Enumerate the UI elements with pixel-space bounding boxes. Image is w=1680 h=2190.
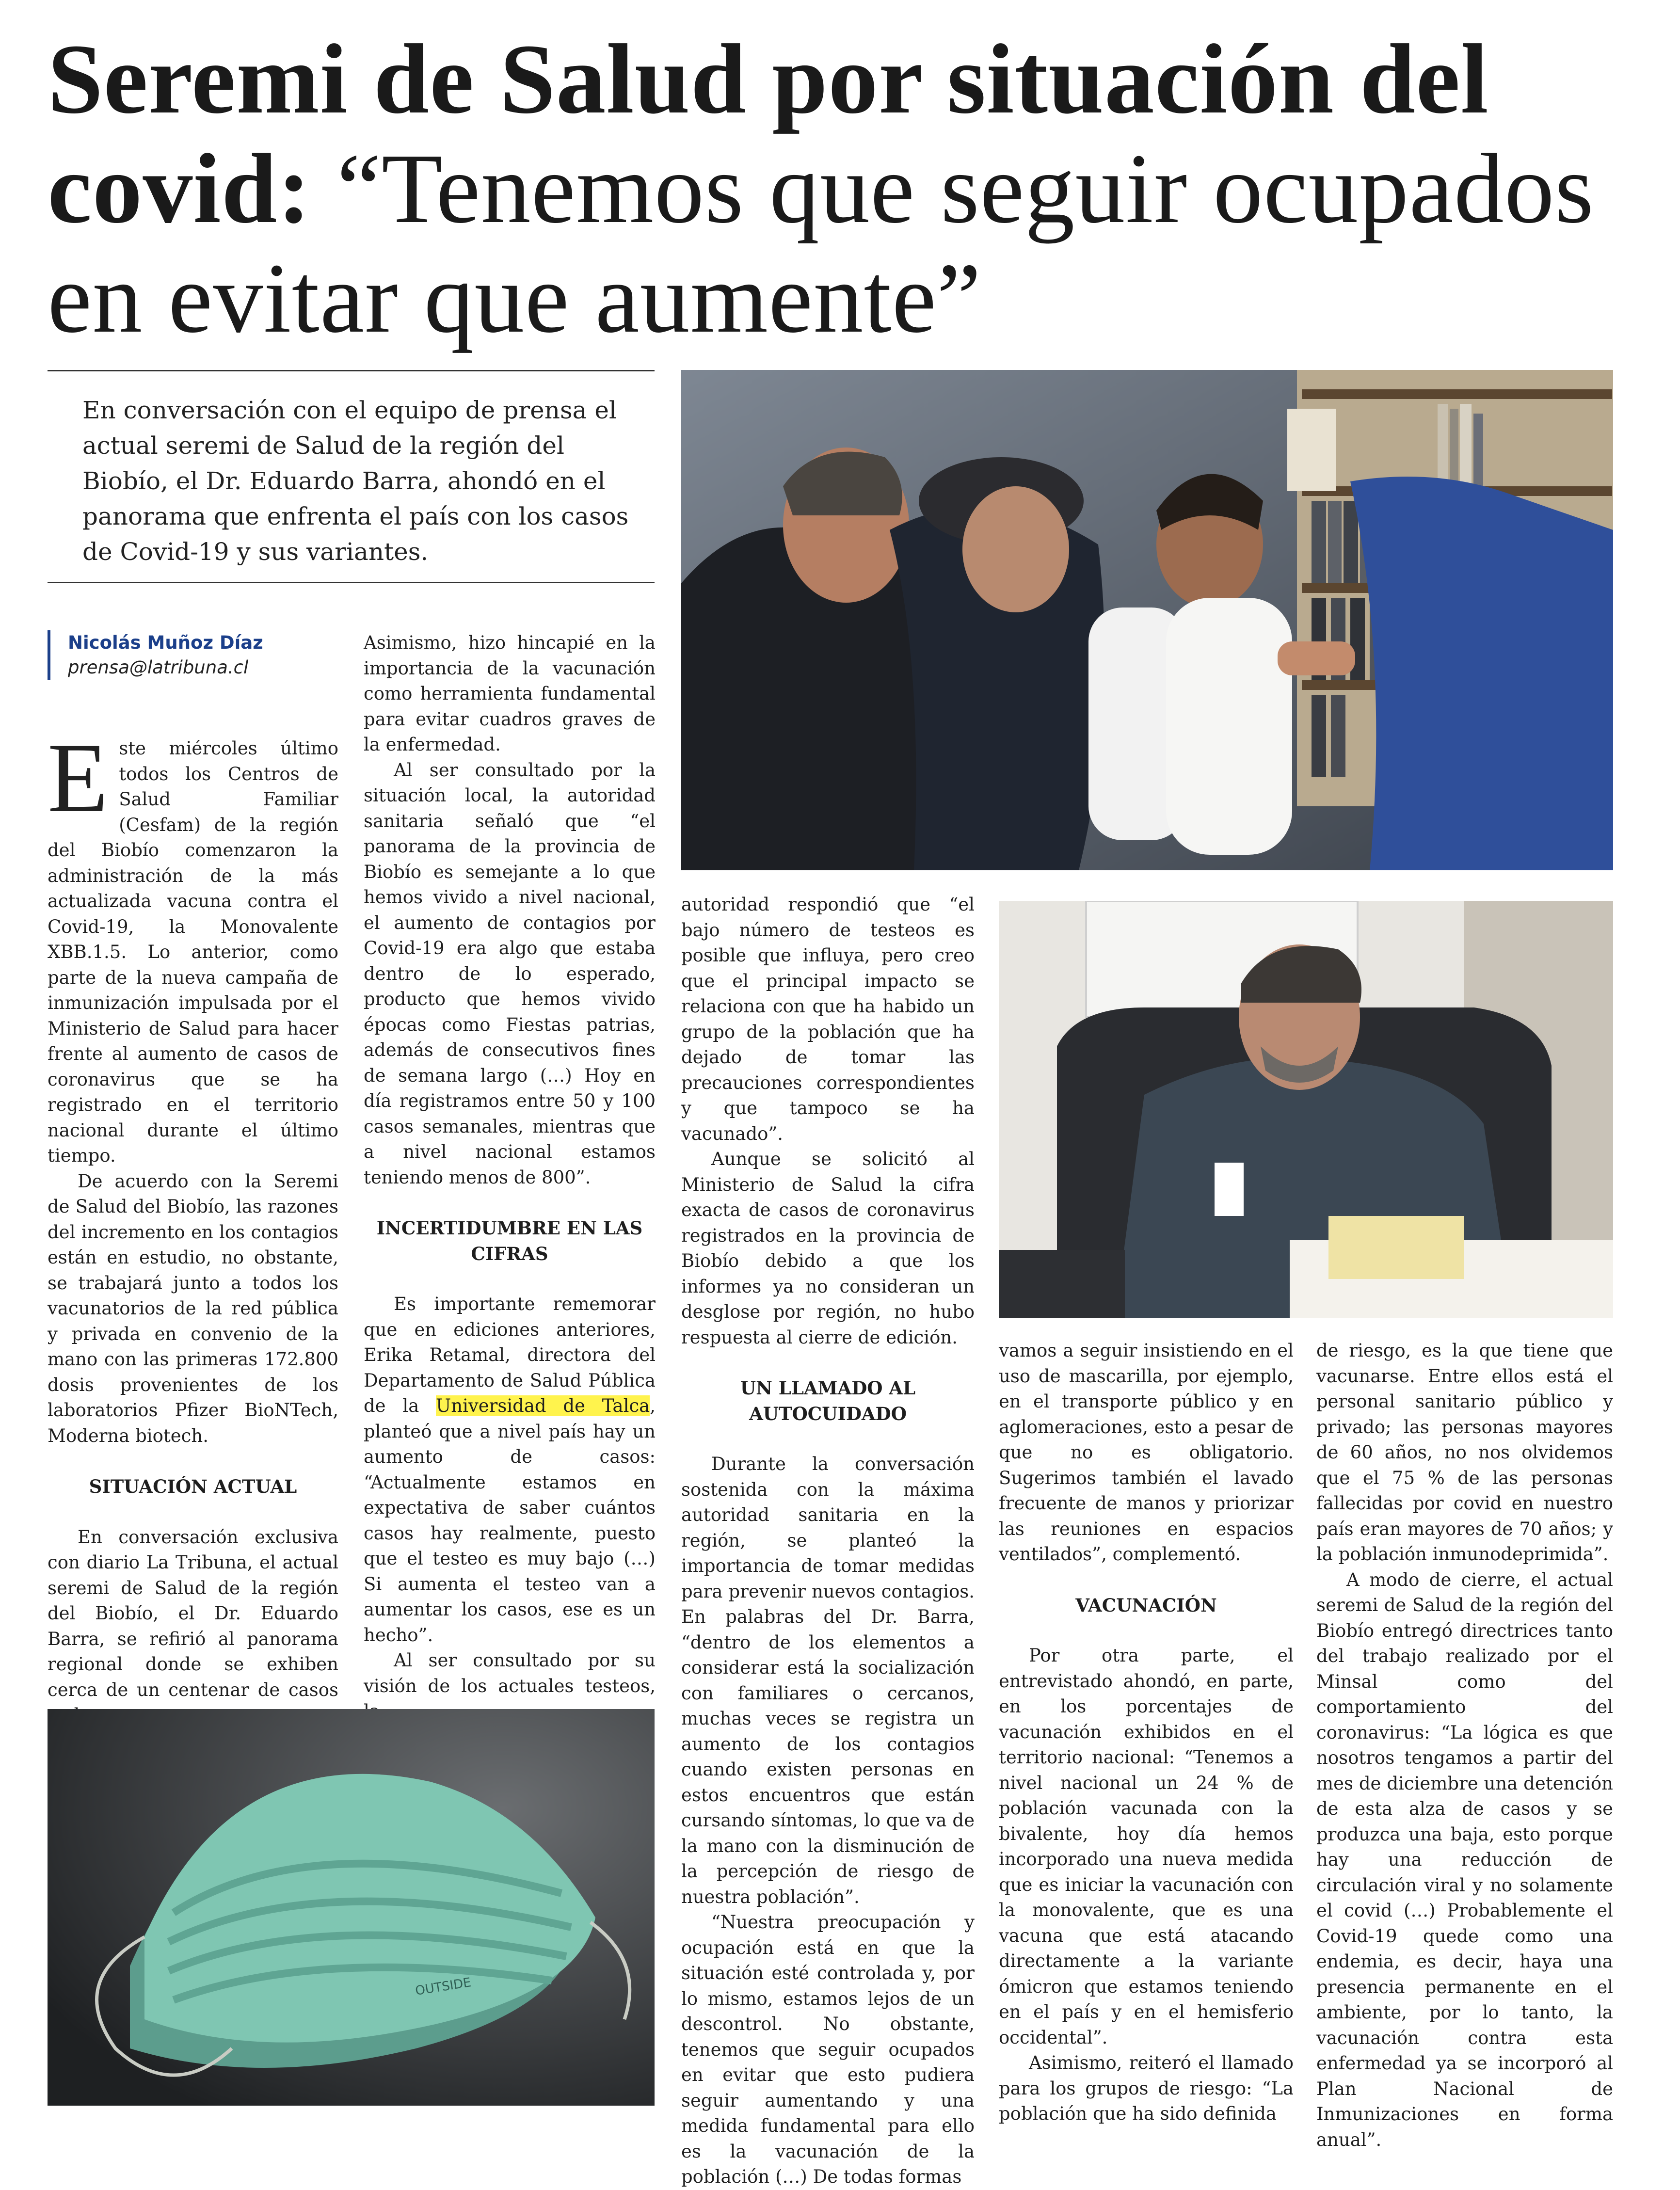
col1-paragraph-3: En conversación exclusiva con diario La Tribuna, el actual seremi de Salud de la región del Biobío, el Dr. Eduardo Barra, se refirió al panorama regional donde se exhiben cerca de un centenar de casos [48, 1526, 338, 1700]
photo-masks [48, 1709, 655, 2106]
column-4 [999, 1338, 1294, 2127]
author-name: Nicolás Muñoz Díaz [68, 632, 263, 653]
col4-paragraph-1: vamos a seguir insistiendo en el uso de mascarilla, por ejemplo, en el transporte público y en aglomeraciones, esto a pesar de que no es obligatorio. Sugerimos también el lavado frecuente de manos y priorizar las reuniones en espacios ventilados”, complementó. [999, 1340, 1294, 1565]
col1-p1-text: ste miércoles último todos los Centros de Salud Familiar (Cesfam) de la región del Biobío comenzaron la administración de la más actualizada vacuna contra el Covid-19, la Monovalente XBB.1.5. Lo anterior, como parte de la nueva campaña de inmunización impulsada por el Ministerio de Salud para hacer frente al aumento de casos de coronavirus que se ha registrado en el territorio nacional durante el último tiempo. [48, 738, 338, 1166]
col2-paragraph-4: Al ser consultado por su visión de los actuales testeos, [364, 1650, 656, 1696]
col4-paragraph-3: Asimismo, reiteró el llamado para los grupos de riesgo: “La población que ha sido definida [999, 2052, 1294, 2124]
subhead-incertidumbre: INCERTIDUMBRE EN LAS CIFRAS [376, 1217, 643, 1264]
col1-paragraph-2: De acuerdo con la Seremi de Salud del Biobío, las razones del incremento en los contagios están en estudio, no obstante, se trabajará junto a todos los vacunatorios de la red pública y privada en convenio de la mano con las primeras 172.800 dosis provenientes de los laboratorios Pfizer BioNTech, Moderna biotech. [48, 1170, 338, 1446]
photo-seremi-portrait [999, 901, 1613, 1318]
portrait-illustration [999, 901, 1613, 1318]
column-1 [48, 723, 338, 1728]
column-3 [681, 892, 975, 2190]
lead-rule-top [48, 370, 655, 371]
column-5 [1316, 1338, 1613, 2153]
drop-cap: E [48, 723, 109, 833]
col2-p3-text-a: Es importante rememorar que en ediciones anteriores, Erika Retamal, directora del Departamento de Salud Pública de la [364, 1294, 656, 1416]
vaccination-illustration [681, 370, 1613, 870]
column-2 [364, 630, 656, 1725]
lead-paragraph: En conversación con el equipo de prensa el actual seremi de Salud de la región del Biobío, el Dr. Eduardo Barra, ahondó en el panorama que enfrenta el país con los casos de Covid-19 y sus variantes. [82, 396, 629, 566]
col4-paragraph-2: Por otra parte, el entrevistado ahondó, en parte, en los porcentajes de vacunación exhibidos en el territorio nacional: “Tenemos a nivel nacional un 24 % de población vacunada con la bivalente, hoy día hemos incorporado una nueva medida que es iniciar la vacunación con la monovalente, que es una vacuna que está atacando directamente a la variante ómicron que estamos teniendo en el país y en el hemisferio occidental”. [999, 1645, 1294, 2048]
lead-rule-bottom [48, 582, 655, 583]
author-email[interactable]: prensa@latribuna.cl [68, 657, 249, 678]
subhead-vacunacion: VACUNACIÓN [1075, 1594, 1217, 1616]
headline-bold: Seremi de Salud por situación del covid: [48, 23, 1489, 244]
col5-paragraph-1: de riesgo, es la que tiene que vacunarse. Entre ellos está el personal sanitario público y privado; las personas mayores de 60 años, no nos olvidemos que el 75 % de las personas fallecidas por covid en nuestro país eran mayores de 70 años; y la población inmunodeprimida”. [1316, 1340, 1613, 1565]
photo-vaccination [681, 370, 1613, 870]
subhead-situacion-actual: SITUACIÓN ACTUAL [89, 1476, 297, 1497]
col2-p3-text-b: , planteó que a nivel país hay un aumento de casos: “Actualmente estamos en expectativa de saber cuántos casos hay realmente, puesto que el testeo es muy bajo (…) Si aumenta el testeo van a aumentar los casos, ese es un hecho”. [364, 1395, 656, 1646]
col1-paragraph-1 [48, 723, 338, 1169]
col3-paragraph-4: “Nuestra preocupación y ocupación está en que la situación esté controlada y, por lo mismo, estamos lejos de un descontrol. No obstante, tenemos que seguir ocupados en evitar que esto pudiera seguir aumentando y una medida fundamental para ello es la vacunación de la población (…) De todas formas [681, 1912, 975, 2187]
headline [48, 24, 1648, 353]
masks-illustration [48, 1709, 655, 2106]
subhead-llamado-autocuidado: UN LLAMADO AL AUTOCUIDADO [740, 1377, 916, 1424]
col3-paragraph-3: Durante la conversación sostenida con la máxima autoridad sanitaria en la región, se planteó la importancia de tomar medidas para prevenir nuevos contagios. En palabras del Dr. Barra, “dentro de los elementos a considerar está la socialización con familiares o cercanos, muchas veces se registra un aumento de los contagios cuando existen personas en estos encuentros que están cursando síntomas, lo que va de la mano con la disminución de la percepción de riesgo de nuestra población”. [681, 1454, 975, 1907]
col2-paragraph-1: Asimismo, hizo hincapié en la importancia de la vacunación como herramienta fundamental para evitar cuadros graves de la enfermedad. [364, 632, 656, 755]
mask-print-text: OUTSIDE [414, 1975, 472, 1998]
col3-paragraph-1: autoridad respondió que “el bajo número de testeos es posible que influya, pero creo que el principal impacto se relaciona con que ha habido un grupo de la población que ha dejado de tomar las precauciones correspondientes y que tampoco se ha vacunado”. [681, 894, 975, 1144]
byline [48, 630, 263, 680]
col2-paragraph-2: Al ser consultado por la situación local, la autoridad sanitaria señaló que “el panorama de la provincia de Biobío es semejante a lo que hemos vivido a nivel nacional, el aumento de contagios por Covid-19 era algo que estaba dentro de lo esperado, producto que hemos vivido épocas como Fiestas patrias, además de consecutivos fines de semana largo (…) Hoy en día registramos entre 50 y 100 casos semanales, mientras que a nivel nacional estamos teniendo menos de 800”. [364, 759, 656, 1188]
highlighted-university-link[interactable]: Universidad de Talca [436, 1395, 650, 1416]
headline-quote: “Tenemos que seguir ocupados en evitar que aumente” [48, 133, 1594, 353]
col2-paragraph-3 [364, 1292, 656, 1648]
col3-paragraph-2: Aunque se solicitó al Ministerio de Salud la cifra exacta de casos de coronavirus registrados en la provincia de Biobío debido a que los informes ya no consideran un desglose por región, no hubo respuesta al cierre de edición. [681, 1149, 975, 1348]
col5-paragraph-2: A modo de cierre, el actual seremi de Salud de la región del Biobío entregó directrices tanto del trabajo realizado por el Minsal como del comportamiento del coronavirus: “La lógica es que nosotros tengamos a partir del mes de diciembre una detención de esta alza de casos y se produzca una baja, esto porque hay una reducción de circulación viral y no solamente el covid (…) Probablemente el Covid-19 quede como una endemia, es decir, haya una presencia permanente en el ambiente, por lo tanto, la vacunación contra esta enfermedad ya se incorporó al Plan Nacional de Inmunizaciones en forma anual”. [1316, 1569, 1613, 2150]
